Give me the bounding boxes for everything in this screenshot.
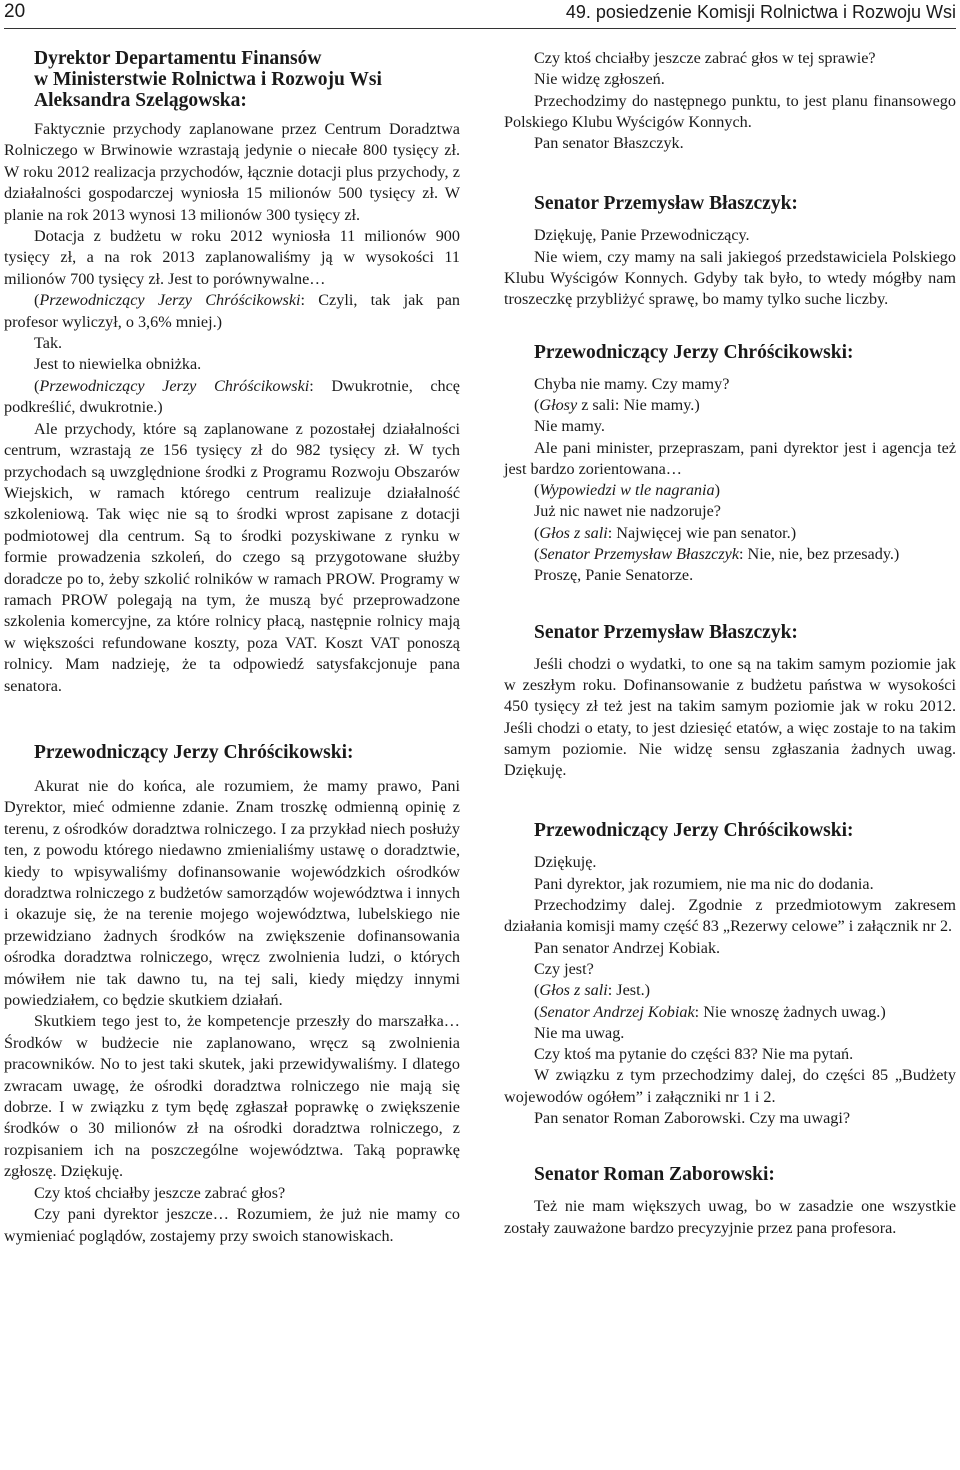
- interjection-speaker: Przewodniczący Jerzy Chróścikowski: [39, 376, 310, 395]
- interjection-text: : Nie, nie, bez przesady.): [739, 545, 900, 564]
- speaker-heading: Senator Przemysław Błaszczyk:: [534, 193, 798, 215]
- paragraph: (Przewodniczący Jerzy Chróścikowski: Dwukrotnie, chcę podkreślić, dwukrotnie.): [4, 376, 460, 417]
- heading-line: Aleksandra Szelągowska:: [34, 90, 247, 111]
- paragraph: W związku z tym przechodzimy dalej, do części 85 „Budżety wojewodów ogółem” i załączniki nr 1 i 2.: [504, 1066, 956, 1106]
- interjection-text: : Czyli, tak jak pan profesor wyliczył, o 3,6% mniej.): [4, 291, 460, 331]
- heading-line: w Ministerstwie Rolnictwa i Rozwoju Wsi: [34, 69, 382, 90]
- paragraph: (Senator Andrzej Kobiak: Nie wnoszę żadnych uwag.): [534, 1002, 886, 1021]
- paragraph: (Głos z sali: Najwięcej wie pan senator.): [534, 523, 797, 542]
- paragraph: Skutkiem tego jest to, że kompetencje przeszły do marszałka… Środków w budżecie nie zaplanowano, wręcz są zwolnienia pracowników. No to jest taki skutek, jaki przewidywaliśmy. I dlatego zwracam uwagę, że ośrodki doradztwa rolniczego nie mają się dobrze. I w związku z tym będę zgłaszał poprawkę o zwiększenie środków o 30 milionów zł na ośrodki doradztwa rolniczego, z rozpisaniem ich na poszczególne województwa. Taką poprawkę zgłoszę. Dziękuję.: [4, 1012, 460, 1181]
- paragraph: Pan senator Andrzej Kobiak.: [534, 938, 721, 957]
- speaker-heading: Senator Roman Zaborowski:: [534, 1164, 775, 1186]
- paragraph: Proszę, Panie Senatorze.: [534, 566, 694, 585]
- paragraph: Też nie mam większych uwag, bo w zasadzie one wszystkie zostały zauważone bardzo precyzyjnie przez pana profesora.: [504, 1197, 956, 1237]
- paragraph: (Senator Przemysław Błaszczyk: Nie, nie, bez przesady.): [534, 545, 900, 564]
- paragraph: Dziękuję.: [534, 853, 597, 872]
- paragraph: Akurat nie do końca, ale rozumiem, że mamy prawo, Pani Dyrektor, mieć odmienne zdanie. Znam troszkę odmienną opinię z terenu, z ośrodków doradztwa rolniczego. I za przykład niech posłuży ten, z powodu którego niedawno zmienialiśmy ustawę o doradztwie, kiedy to wpisywaliśmy dofinansowanie wojewódzkich ośrodków doradztwa rolniczego z budżetów samorządów województwa i innych i okazuje się, że na terenie mojego województwa, lubelskiego nie przewidziano żadnych środków na zwiększenie dofinansowania ośrodka doradztwa rolniczego, wręcz zwolnienia ludzi, o których mówiłem nie tak dawno tu, na tej sali, kiedy między innymi powiedziałem, co będzie skutkiem działań.: [4, 776, 460, 1010]
- interjection-speaker: Senator Przemysław Błaszczyk: [539, 545, 740, 564]
- interjection-speaker: Wypowiedzi w tle nagrania: [539, 481, 715, 500]
- speaker-heading: Przewodniczący Jerzy Chróścikowski:: [34, 741, 354, 763]
- paragraph: Jest to niewielka obniżka.: [34, 355, 202, 374]
- interjection-text: : Jest.): [607, 981, 651, 1000]
- paragraph: Przechodzimy do następnego punktu, to jest planu finansowego Polskiego Klubu Wyścigów Konnych.: [504, 91, 956, 131]
- paragraph: (Głosy z sali: Nie mamy.): [534, 395, 700, 414]
- interjection-speaker: Głos z sali: [539, 981, 608, 1000]
- paragraph: Jeśli chodzi o wydatki, to one są na takim samym poziomie jak w zeszłym roku. Dofinansowanie z budżetu państwa w wysokości 450 tysięcy zł też jest na takim samym poziomie jak w roku 2012. Jeśli chodzi o etaty, to jest dziesięć etatów, a więc zostaje to na takim samym poziomie. Nie widzę sensu zgłaszania żadnych uwag. Dziękuję.: [504, 654, 956, 780]
- paragraph: Pan senator Błaszczyk.: [534, 134, 684, 153]
- paragraph: Czy pani dyrektor jeszcze… Rozumiem, że już nie mamy co wymieniać poglądów, zostajemy przy swoich stanowiskach.: [4, 1205, 460, 1245]
- interjection-text: : Nie wnoszę żadnych uwag.): [694, 1002, 886, 1021]
- paragraph: Pan senator Roman Zaborowski. Czy ma uwagi?: [534, 1108, 851, 1127]
- paragraph: Tak.: [34, 334, 63, 353]
- paragraph: (Głos z sali: Jest.): [534, 981, 651, 1000]
- interjection-text: : Najwięcej wie pan senator.): [607, 523, 797, 542]
- paragraph: Nie ma uwag.: [534, 1023, 625, 1042]
- paragraph: Nie mamy.: [534, 417, 605, 436]
- paragraph: Chyba nie mamy. Czy mamy?: [534, 374, 730, 393]
- paragraph: Dotacja z budżetu w roku 2012 wyniosła 11 milionów 900 tysięcy zł, a na rok 2013 zaplanowaliśmy ją w wysokości 11 milionów 700 tysięcy zł. Jest to porównywalne…: [4, 227, 460, 288]
- interjection-speaker: Senator Andrzej Kobiak: [539, 1002, 695, 1021]
- paragraph: (Wypowiedzi w tle nagrania): [534, 481, 720, 500]
- paragraph: Nie widzę zgłoszeń.: [534, 70, 665, 89]
- left-column: [4, 48, 460, 1247]
- running-title: 49. posiedzenie Komisji Rolnictwa i Rozwoju Wsi: [565, 2, 956, 22]
- header-rule: [4, 28, 956, 29]
- speaker-heading: Senator Przemysław Błaszczyk:: [534, 621, 798, 643]
- interjection-speaker: Przewodniczący Jerzy Chróścikowski: [39, 291, 301, 310]
- paragraph: Ale przychody, które są zaplanowane z pozostałej działalności centrum, wzrastają ze 156 tysięcy zł do 982 tysięcy zł. W tych przychodach są uwzględnione środki z Programu Rozwoju Obszarów Wiejskich, w ramach którego centrum realizuje działalność szkoleniową. Tak więc nie są to środki wprost zapisane z dotacji podmiotowej dla centrum. Są to środki pozyskiwane z rynku w formie prowadzenia szkoleń, do czego są przygotowane służby doradcze po to, żeby szkolić rolników w ramach PROW. Programy w ramach PROW polegają na tym, że muszą być przeprowadzone szkolenia komercyjne, za które rolnicy płacą, następnie rolnicy mają w większości refundowane koszty, poza VAT. Koszt VAT ponoszą rolnicy. Mam nadzieję, że ta odpowiedź satysfakcjonuje pana senatora.: [4, 419, 460, 695]
- paragraph: Nie wiem, czy mamy na sali jakiegoś przedstawiciela Polskiego Klubu Wyścigów Konnych. Gdyby tak było, to wtedy mógłby nam troszeczkę przybliżyć sprawę, bo mamy tylko suche liczby.: [504, 247, 956, 309]
- interjection-speaker: Głosy: [539, 395, 578, 414]
- paragraph: Przechodzimy dalej. Zgodnie z przedmiotowym zakresem działania komisji mamy część 83 „Rezerwy celowe” i załącznik nr 2.: [504, 896, 956, 936]
- paragraph: (Przewodniczący Jerzy Chróścikowski: Czyli, tak jak pan profesor wyliczył, o 3,6% mniej.): [4, 291, 460, 331]
- interjection-speaker: Głos z sali: [539, 523, 608, 542]
- speaker-heading: Przewodniczący Jerzy Chróścikowski:: [534, 341, 854, 363]
- paragraph: Czy ktoś chciałby jeszcze zabrać głos w tej sprawie?: [534, 49, 876, 67]
- paragraph: Czy jest?: [534, 959, 594, 978]
- heading-line: Dyrektor Departamentu Finansów: [34, 48, 322, 69]
- paragraph: Faktycznie przychody zaplanowane przez Centrum Doradztwa Rolniczego w Brwinowie wzrastają jedynie o niecałe 800 tysięcy zł. W roku 2012 realizacja przychodów, łącznie dotacji plus przychody, z działalności gospodarczej wyniosła 15 milionów 500 tysięcy zł. W planie na rok 2013 wynosi 13 milionów 300 tysięcy zł.: [4, 120, 460, 224]
- paragraph: Czy ktoś ma pytanie do części 83? Nie ma pytań.: [534, 1045, 854, 1064]
- speaker-heading: Przewodniczący Jerzy Chróścikowski:: [534, 820, 854, 842]
- interjection-text: : Dwukrotnie, chcę podkreślić, dwukrotnie.): [4, 376, 460, 417]
- paragraph: Czy ktoś chciałby jeszcze zabrać głos?: [34, 1183, 286, 1202]
- paragraph: Już nic nawet nie nadzoruje?: [534, 502, 721, 521]
- paragraph: Ale pani minister, przepraszam, pani dyrektor jest i agencja też jest bardzo zorientowana…: [504, 438, 956, 478]
- paragraph: Dziękuję, Panie Przewodniczący.: [534, 226, 750, 245]
- right-column: [504, 48, 956, 1239]
- page-header: [4, 0, 956, 24]
- page-number: 20: [4, 1, 26, 22]
- interjection-text: z sali: Nie mamy.): [577, 395, 700, 414]
- speaker-heading: [4, 48, 460, 111]
- paragraph: Pani dyrektor, jak rozumiem, nie ma nic do dodania.: [534, 874, 874, 893]
